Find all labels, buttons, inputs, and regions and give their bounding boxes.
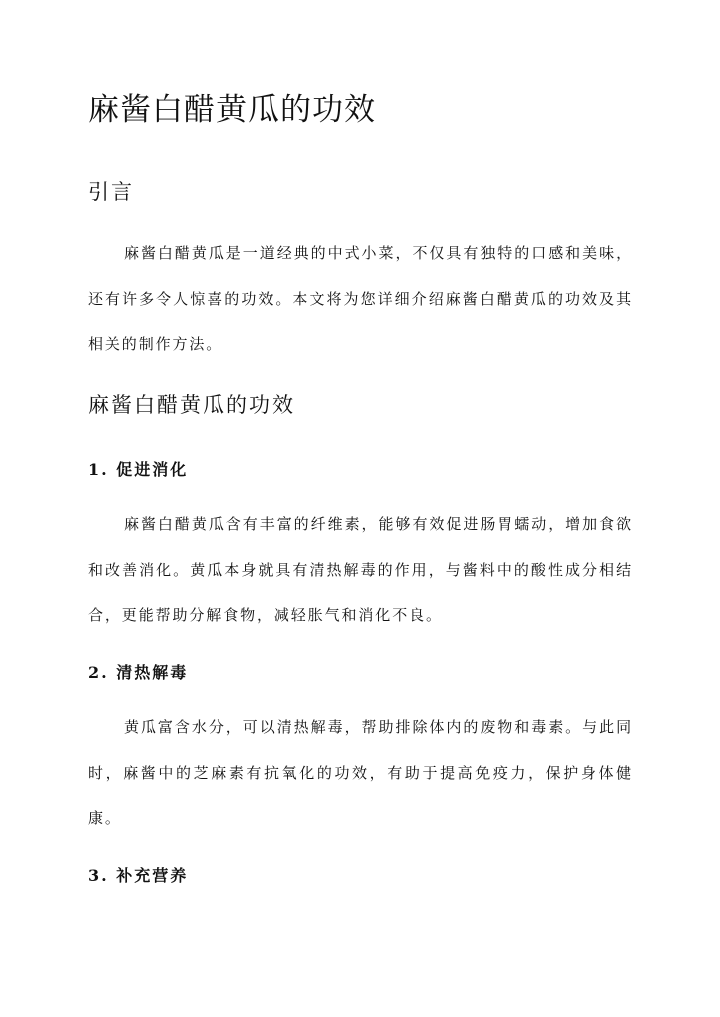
- benefit-heading-digestion: 1. 促进消化: [88, 460, 189, 479]
- benefit-heading-nutrition: 3. 补充营养: [88, 866, 189, 885]
- benefits-heading: 麻酱白醋黄瓜的功效: [88, 393, 295, 417]
- benefit-paragraph-digestion: 麻酱白醋黄瓜含有丰富的纤维素，能够有效促进肠胃蠕动，增加食欲和改善消化。黄瓜本身就具有清热解毒的作用，与酱料中的酸性成分相结合，更能帮助分解食物，减轻胀气和消化不良。: [88, 515, 633, 624]
- benefit-paragraph-detox: 黄瓜富含水分，可以清热解毒，帮助排除体内的废物和毒素。与此同时，麻酱中的芝麻素有抗氧化的功效，有助于提高免疫力，保护身体健康。: [88, 718, 633, 827]
- benefit-heading-detox: 2. 清热解毒: [88, 663, 189, 682]
- intro-paragraph: 麻酱白醋黄瓜是一道经典的中式小菜，不仅具有独特的口感和美味，还有许多令人惊喜的功效。本文将为您详细介绍麻酱白醋黄瓜的功效及其相关的制作方法。: [88, 244, 633, 353]
- intro-heading: 引言: [88, 180, 134, 204]
- document-title: 麻酱白醋黄瓜的功效: [88, 92, 376, 128]
